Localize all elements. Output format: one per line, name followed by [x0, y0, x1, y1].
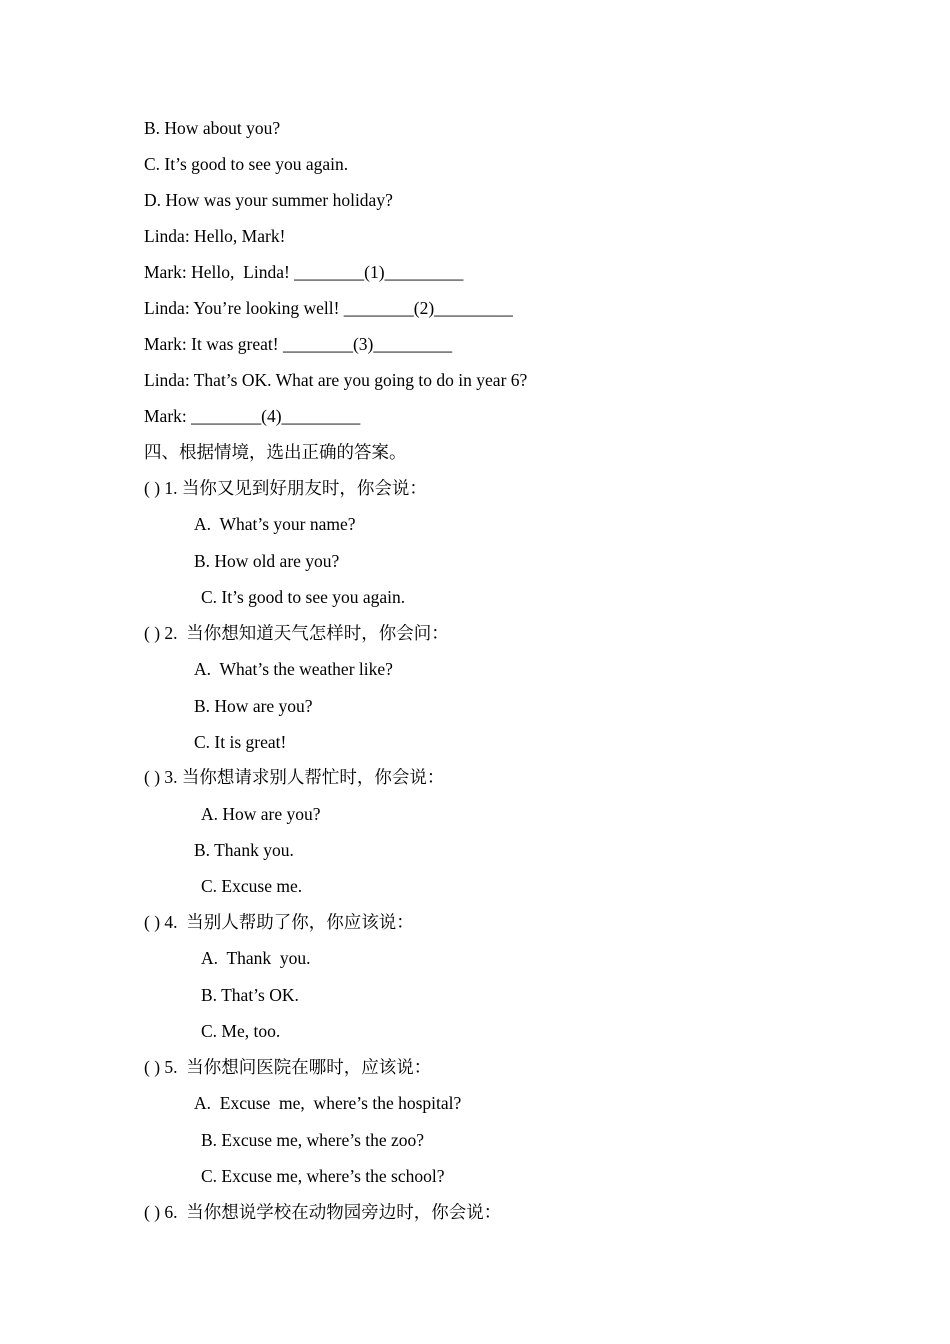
- question-option: B. That’s OK.: [201, 985, 299, 1005]
- question-option: B. How old are you?: [194, 551, 340, 571]
- section-title: 四、根据情境，选出正确的答案。: [144, 442, 407, 462]
- dialog-line: Linda: That’s OK. What are you going to do in year 6?: [144, 370, 528, 390]
- question-option: A. What’s your name?: [194, 514, 356, 534]
- dialog-option-c: C. It’s good to see you again.: [144, 154, 349, 174]
- question-prompt: ( ) 5. 当你想问医院在哪时，应该说：: [144, 1057, 432, 1077]
- dialog-line: Mark: ________(4)_________: [144, 406, 361, 426]
- question-option: C. Excuse me, where’s the school?: [201, 1166, 445, 1186]
- question-option: B. How are you?: [194, 696, 313, 716]
- dialog-line: Mark: It was great! ________(3)_________: [144, 334, 453, 354]
- question-option: B. Excuse me, where’s the zoo?: [201, 1130, 425, 1150]
- dialog-option-d: D. How was your summer holiday?: [144, 190, 393, 210]
- question-option: C. It’s good to see you again.: [201, 587, 406, 607]
- question-prompt: ( ) 3. 当你想请求别人帮忙时，你会说：: [144, 767, 445, 787]
- question-option: A. How are you?: [201, 804, 321, 824]
- dialog-line: Mark: Hello, Linda! ________(1)_________: [144, 262, 464, 282]
- question-prompt: ( ) 6. 当你想说学校在动物园旁边时，你会说：: [144, 1202, 502, 1222]
- question-option: C. Excuse me.: [201, 876, 303, 896]
- question-prompt: ( ) 1. 当你又见到好朋友时，你会说：: [144, 478, 427, 498]
- dialog-line: Linda: You’re looking well! ________(2)_________: [144, 298, 513, 318]
- question-option: C. It is great!: [194, 732, 287, 752]
- question-option: A. Thank you.: [201, 948, 311, 968]
- question-option: A. What’s the weather like?: [194, 659, 393, 679]
- question-prompt: ( ) 2. 当你想知道天气怎样时，你会问：: [144, 623, 449, 643]
- dialog-option-b: B. How about you?: [144, 118, 281, 138]
- dialog-line: Linda: Hello, Mark!: [144, 226, 286, 246]
- question-option: C. Me, too.: [201, 1021, 281, 1041]
- question-prompt: ( ) 4. 当别人帮助了你，你应该说：: [144, 912, 414, 932]
- question-option: A. Excuse me, where’s the hospital?: [194, 1093, 462, 1113]
- question-option: B. Thank you.: [194, 840, 294, 860]
